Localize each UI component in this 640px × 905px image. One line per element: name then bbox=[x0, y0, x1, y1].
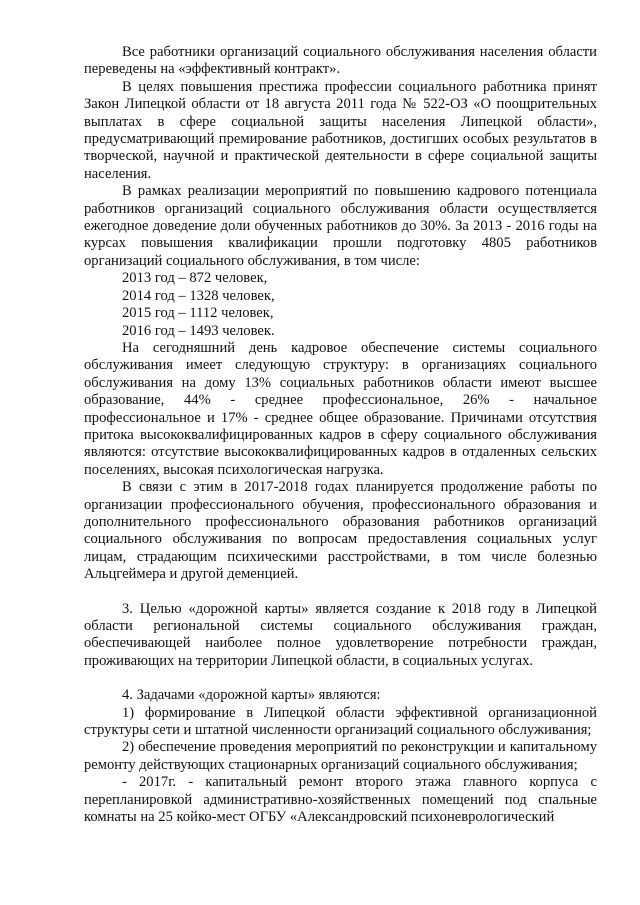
paragraph-training: В рамках реализации мероприятий по повышению кадрового потенциала работников организаций социального обслуживания области осуществляется ежегодное доведение доли обученных работников до 30%. За 2013 - 2016 годы на курсах повышения квалификации прошли подготовку 4805 работников организаций социального обслуживания, в том числе: bbox=[84, 183, 597, 269]
spacer bbox=[84, 670, 597, 687]
section-4-item-1: 1) формирование в Липецкой области эффективной организационной структуры сети и штатной численности организаций социального обслуживания; bbox=[84, 704, 597, 739]
list-item-2015: 2015 год – 1112 человек, bbox=[122, 305, 274, 322]
paragraph-law-prestige: В целях повышения престижа профессии социального работника принят Закон Липецкой области от 18 августа 2011 года № 522-ОЗ «О поощрительных выплатах в сфере социальной защиты населения Липецкой области», предусматривающий премирование работников, достигших особых результатов в творческой, научной и практической деятельности в сфере социальной защиты населения. bbox=[84, 78, 597, 182]
paragraph-plans-2017-2018: В связи с этим в 2017-2018 годах планируется продолжение работы по организации профессионального обучения, профессионального образования и дополнительного профессионального образования работников организаций социального обслуживания по вопросам предоставления социальных услуг лицам, страдающим психическими расстройствами, в том числе болезнью Альцгеймера и другой деменцией. bbox=[84, 479, 597, 583]
training-years-list bbox=[84, 270, 597, 340]
list-item-2013: 2013 год – 872 человек, bbox=[122, 270, 268, 287]
spacer bbox=[84, 584, 597, 601]
section-4-item-2: 2) обеспечение проведения мероприятий по реконструкции и капитальному ремонту действующих стационарных организаций социального обслуживания; bbox=[84, 739, 597, 773]
list-item-2016: 2016 год – 1493 человек. bbox=[122, 322, 275, 339]
section-3-goal: 3. Целью «дорожной карты» является создание к 2018 году в Липецкой области региональной системы социального обслуживания граждан, обеспечивающей наиболее полное удовлетворение потребности граждан, проживающих на территории Липецкой области, в социальных услугах. bbox=[84, 600, 597, 669]
document-body bbox=[84, 44, 597, 826]
list-item-2014: 2014 год – 1328 человек, bbox=[122, 287, 275, 304]
paragraph-effective-contract: Все работники организаций социального обслуживания населения области переведены на «эффективный контракт». bbox=[84, 44, 597, 78]
section-4-heading: 4. Задачами «дорожной карты» являются: bbox=[122, 687, 381, 704]
section-4-item-2017: - 2017г. - капитальный ремонт второго этажа главного корпуса с перепланировкой административно-хозяйственных помещений под спальные комнаты на 25 койко-мест ОГБУ «Александровский психоневрологический bbox=[84, 774, 597, 826]
paragraph-staffing-structure: На сегодняшний день кадровое обеспечение системы социального обслуживания имеет следующую структуру: в организациях социального обслуживания на дому 13% социальных работников области имеют высшее образование, 44% - среднее профессиональное, 26% - начальное профессиональное и 17% - среднее общее образование. Причинами отсутствия притока высококвалифицированных кадров в сферу социального обслуживания являются: отсутствие высококвалифицированных кадров в отдаленных сельских поселениях, высокая психологическая нагрузка. bbox=[84, 339, 597, 478]
